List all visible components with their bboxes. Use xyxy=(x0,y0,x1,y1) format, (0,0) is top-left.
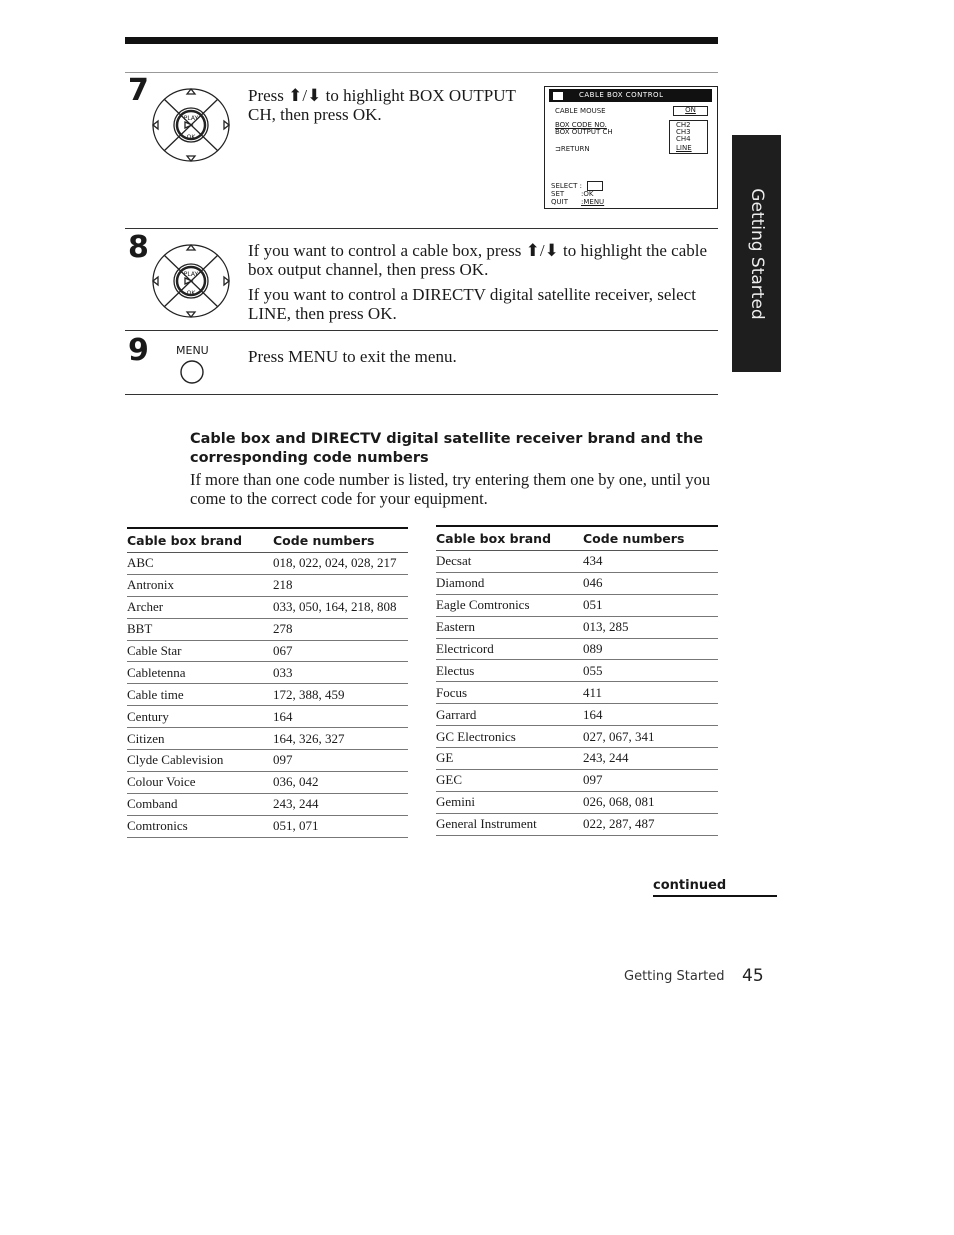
table-row xyxy=(436,616,718,638)
osd-select: SELECT : xyxy=(551,182,582,190)
brand-column-header: Cable box brand xyxy=(436,526,583,551)
brand-cell: Electricord xyxy=(436,638,583,660)
side-tab-label: Getting Started xyxy=(746,187,767,320)
brand-cell: Eagle Comtronics xyxy=(436,594,583,616)
code-table-left xyxy=(127,527,408,838)
code-cell: 434 xyxy=(583,551,718,573)
brand-cell: Antronix xyxy=(127,574,273,596)
table-row xyxy=(127,793,408,815)
table-row xyxy=(436,594,718,616)
table-row xyxy=(436,660,718,682)
code-cell: 036, 042 xyxy=(273,771,408,793)
section-intro: If more than one code number is listed, try entering them one by one, until you come to the correct code for your equipment. xyxy=(190,470,711,508)
brand-cell: Comtronics xyxy=(127,815,273,837)
brand-cell: Garrard xyxy=(436,704,583,726)
brand-cell: Archer xyxy=(127,596,273,618)
rule xyxy=(125,228,718,229)
brand-cell: Focus xyxy=(436,682,583,704)
code-cell: 164, 326, 327 xyxy=(273,728,408,750)
brand-cell: Century xyxy=(127,706,273,728)
table-row xyxy=(127,574,408,596)
step-number: 8 xyxy=(128,230,149,265)
brand-cell: BBT xyxy=(127,618,273,640)
osd-quit-value: :MENU xyxy=(581,198,605,206)
remote-joystick-icon xyxy=(150,242,232,320)
code-cell: 097 xyxy=(273,750,408,772)
code-cell: 018, 022, 024, 028, 217 xyxy=(273,553,408,575)
cable-box-control-screen xyxy=(544,86,718,209)
brand-cell: Colour Voice xyxy=(127,771,273,793)
continued-label: continued xyxy=(653,878,727,893)
step-number: 9 xyxy=(128,333,149,368)
osd-return: ⊐RETURN xyxy=(555,145,590,153)
osd-box-output: BOX OUTPUT CH xyxy=(555,128,613,136)
table-row xyxy=(436,572,718,594)
code-cell: 218 xyxy=(273,574,408,596)
section-heading: Cable box and DIRECTV digital satellite receiver brand and the corresponding code numbers xyxy=(190,431,704,466)
code-cell: 067 xyxy=(273,640,408,662)
table-row xyxy=(127,640,408,662)
rule xyxy=(125,72,718,73)
brand-cell: Comband xyxy=(127,793,273,815)
ok-label: OK xyxy=(186,134,196,141)
code-cell: 164 xyxy=(273,706,408,728)
brand-cell: Cabletenna xyxy=(127,662,273,684)
code-cell: 243, 244 xyxy=(583,748,718,770)
code-cell: 013, 285 xyxy=(583,616,718,638)
table-row xyxy=(127,662,408,684)
table-row xyxy=(436,682,718,704)
brand-cell: ABC xyxy=(127,553,273,575)
table-row xyxy=(127,553,408,575)
code-cell: 046 xyxy=(583,572,718,594)
top-rule xyxy=(125,37,718,44)
table-row xyxy=(436,769,718,791)
table-row xyxy=(436,704,718,726)
code-table-right xyxy=(436,525,718,836)
brand-cell: Eastern xyxy=(436,616,583,638)
code-cell: 055 xyxy=(583,660,718,682)
brand-cell: Diamond xyxy=(436,572,583,594)
footer-section: Getting Started xyxy=(624,969,725,984)
code-cell: 097 xyxy=(583,769,718,791)
code-cell: 033 xyxy=(273,662,408,684)
code-cell: 022, 287, 487 xyxy=(583,813,718,835)
continued-rule xyxy=(653,895,777,897)
rule xyxy=(125,330,718,331)
osd-cable-mouse: CABLE MOUSE xyxy=(555,107,606,115)
table-row xyxy=(127,815,408,837)
page-number: 45 xyxy=(742,966,764,986)
osd-set-value: :OK xyxy=(581,190,594,198)
brand-cell: Citizen xyxy=(127,728,273,750)
brand-cell: Cable time xyxy=(127,684,273,706)
brand-cell: Clyde Cablevision xyxy=(127,750,273,772)
brand-cell: General Instrument xyxy=(436,813,583,835)
osd-box-code: BOX CODE NO. xyxy=(555,121,607,129)
menu-button-label: MENU xyxy=(176,344,209,357)
osd-title-bar xyxy=(549,89,712,102)
code-cell: 243, 244 xyxy=(273,793,408,815)
table-row xyxy=(436,726,718,748)
code-cell: 411 xyxy=(583,682,718,704)
table-row xyxy=(127,728,408,750)
table-row xyxy=(127,750,408,772)
osd-set: SET xyxy=(551,190,565,198)
play-label: PLAY xyxy=(183,115,199,122)
brand-cell: GC Electronics xyxy=(436,726,583,748)
brand-column-header: Cable box brand xyxy=(127,528,273,553)
code-cell: 051 xyxy=(583,594,718,616)
osd-channel-list: CH2 CH3 CH4 LINE xyxy=(669,120,708,154)
codes-column-header: Code numbers xyxy=(583,526,718,551)
code-cell: 164 xyxy=(583,704,718,726)
brand-cell: GEC xyxy=(436,769,583,791)
table-row xyxy=(436,791,718,813)
rule xyxy=(125,394,718,395)
table-row xyxy=(436,813,718,835)
table-row xyxy=(127,618,408,640)
table-row xyxy=(127,771,408,793)
code-cell: 051, 071 xyxy=(273,815,408,837)
code-cell: 033, 050, 164, 218, 808 xyxy=(273,596,408,618)
codes-column-header: Code numbers xyxy=(273,528,408,553)
code-cell: 089 xyxy=(583,638,718,660)
table-row xyxy=(436,551,718,573)
side-tab xyxy=(732,135,781,372)
tv-icon xyxy=(552,91,564,101)
brand-cell: Gemini xyxy=(436,791,583,813)
ok-label: OK xyxy=(186,290,196,297)
step-9-text: Press MENU to exit the menu. xyxy=(248,347,457,366)
osd-cable-mouse-value: ON xyxy=(673,106,708,116)
table-row xyxy=(436,748,718,770)
code-cell: 172, 388, 459 xyxy=(273,684,408,706)
table-row xyxy=(127,706,408,728)
step-7-text: Press ⬆/⬇ to highlight BOX OUTPUT CH, then press OK. xyxy=(248,86,516,124)
brand-cell: GE xyxy=(436,748,583,770)
table-row xyxy=(436,638,718,660)
table-row xyxy=(127,684,408,706)
osd-title: CABLE BOX CONTROL xyxy=(579,91,664,99)
brand-cell: Cable Star xyxy=(127,640,273,662)
brand-cell: Electus xyxy=(436,660,583,682)
osd-quit: QUIT xyxy=(551,198,568,206)
step-8-text: If you want to control a cable box, press ⬆/⬇ to highlight the cable box output channel, then press OK. If you want to control a DIRECTV digital satellite receiver, select LINE, then press OK. xyxy=(248,241,708,323)
brand-cell: Decsat xyxy=(436,551,583,573)
play-label: PLAY xyxy=(183,271,199,278)
step-number: 7 xyxy=(128,73,149,108)
code-cell: 027, 067, 341 xyxy=(583,726,718,748)
code-cell: 278 xyxy=(273,618,408,640)
menu-button-icon xyxy=(178,358,206,386)
table-row xyxy=(127,596,408,618)
code-cell: 026, 068, 081 xyxy=(583,791,718,813)
remote-joystick-icon xyxy=(150,86,232,164)
